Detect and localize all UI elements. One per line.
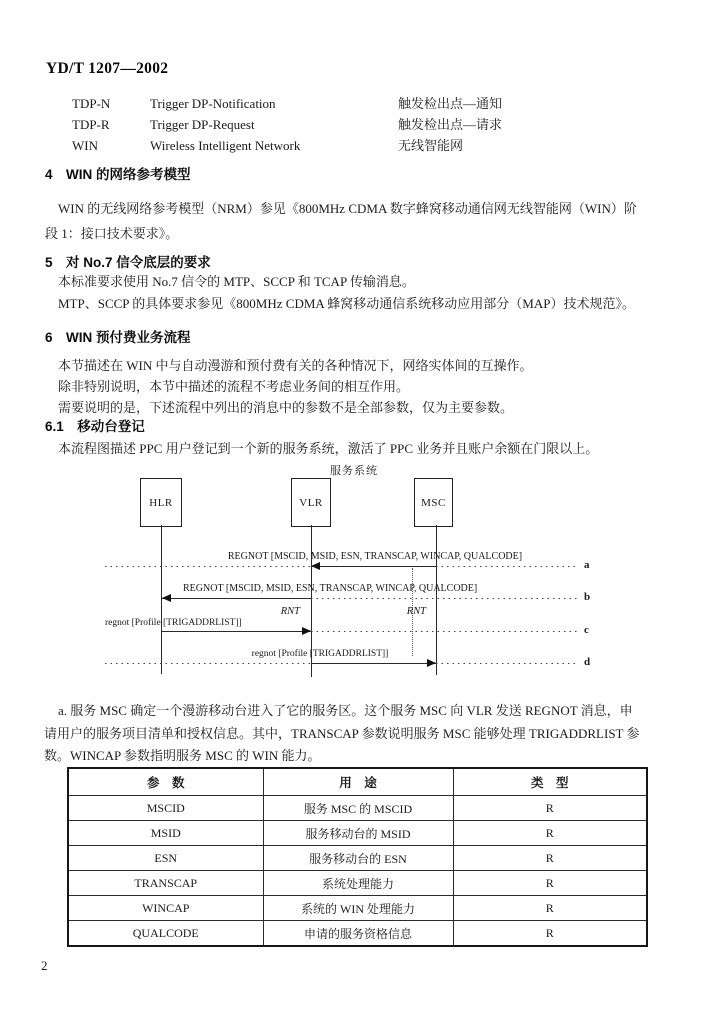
message-c-arrowhead-right [302, 627, 311, 635]
column-header-parameter: 参 数 [68, 768, 263, 796]
type-cell: R [453, 921, 647, 947]
table-row [68, 796, 647, 821]
step-a-note-line2: 请用户的服务项目清单和授权信息。其中，TRANSCAP 参数说明服务 MSC 能够处理 TRIGADDRLIST 参 [44, 726, 640, 741]
table-row [68, 846, 647, 871]
entity-box-hlr: HLR [140, 478, 182, 527]
entity-box-msc: MSC [414, 478, 453, 527]
message-b-label: REGNOT [MSCID, MSID, ESN, TRANSCAP, WINCAP, QUALCODE] [183, 583, 478, 594]
section6-heading: 6 WIN 预付费业务流程 [45, 330, 191, 345]
usage-cell: 申请的服务资格信息 [263, 921, 453, 947]
section5-line2: MTP、SCCP 的具体要求参见《800MHz CDMA 蜂窝移动通信系统移动应用部分（MAP）技术规范》。 [58, 296, 635, 311]
usage-cell: 服务移动台的 ESN [263, 846, 453, 871]
column-header-type: 类 型 [453, 768, 647, 796]
type-cell: R [453, 821, 647, 846]
doc-code: YD/T 1207—2002 [46, 60, 169, 77]
table-row [68, 921, 647, 947]
type-cell: R [453, 871, 647, 896]
param-cell: ESN [68, 846, 263, 871]
param-cell: TRANSCAP [68, 871, 263, 896]
abbr-chinese: 无线智能网 [398, 138, 464, 153]
param-cell: QUALCODE [68, 921, 263, 947]
message-c-label: regnot [Profile [TRIGADDRLIST]] [105, 618, 242, 628]
column-header-usage: 用 途 [263, 768, 453, 796]
section4-heading: 4 WIN 的网络参考模型 [45, 167, 191, 182]
type-cell: R [453, 896, 647, 921]
message-a-line [311, 566, 436, 567]
step-letter-b: b [584, 591, 591, 603]
table-row [68, 896, 647, 921]
message-b-line [162, 598, 311, 599]
section6-line2: 除非特别说明，本节中描述的流程不考虑业务间的相互作用。 [58, 379, 410, 394]
message-d-guide-right [436, 663, 578, 664]
serving-system-label: 服务系统 [330, 465, 378, 477]
entity-box-vlr: VLR [291, 478, 331, 527]
step-letter-d: d [584, 656, 591, 668]
registration-sequence-diagram [0, 455, 701, 697]
section6-line3: 需要说明的是，下述流程中列出的消息中的参数不是全部参数，仅为主要参数。 [58, 400, 514, 415]
message-b-guide-right [311, 598, 578, 599]
message-c-guide-right [311, 631, 578, 632]
usage-cell: 系统处理能力 [263, 871, 453, 896]
message-d-guide-left [105, 663, 311, 664]
section4-line2: 段 1：接口技术要求》。 [45, 226, 179, 241]
table-header-row [68, 768, 647, 796]
section5-line1: 本标准要求使用 No.7 信令的 MTP、SCCP 和 TCAP 传输消息。 [58, 274, 415, 289]
abbr-english: Trigger DP-Notification [150, 96, 276, 111]
section6-line1: 本节描述在 WIN 中与自动漫游和预付费有关的各种情况下，网络实体间的互操作。 [58, 358, 533, 373]
abbr-english: Wireless Intelligent Network [150, 138, 301, 153]
message-d-label: regnot [Profile [TRIGADDRLIST]] [251, 649, 389, 659]
vlr-rnt-timer-label: RNT [280, 606, 300, 617]
abbr-chinese: 触发检出点—请求 [398, 117, 503, 132]
message-c-line [162, 631, 311, 632]
usage-cell: 服务移动台的 MSID [263, 821, 453, 846]
type-cell: R [453, 846, 647, 871]
message-a-label: REGNOT [MSCID, MSID, ESN, TRANSCAP, WINCAP, QUALCODE] [227, 551, 523, 562]
abbr-term: TDP-R [72, 117, 110, 132]
msc-rnt-timer-label: RNT [406, 606, 426, 617]
page-number: 2 [41, 958, 48, 973]
section4-line1: WIN 的无线网络参考模型（NRM）参见《800MHz CDMA 数字蜂窝移动通信网无线智能网（WIN）阶 [58, 201, 637, 216]
section6-1-heading: 6.1 移动台登记 [45, 419, 145, 434]
step-letter-a: a [584, 559, 590, 571]
abbr-chinese: 触发检出点—通知 [398, 96, 503, 111]
message-b-arrowhead-left [162, 594, 171, 602]
section6-1-intro: 本流程图描述 PPC 用户登记到一个新的服务系统，激活了 PPC 业务并且账户余额在门限以上。 [58, 441, 599, 456]
section5-heading: 5 对 No.7 信令底层的要求 [45, 255, 211, 270]
message-a-guide-left [105, 566, 311, 567]
table-row [68, 871, 647, 896]
param-cell: WINCAP [68, 896, 263, 921]
param-cell: MSCID [68, 796, 263, 821]
step-a-note-line3: 数。WINCAP 参数指明服务 MSC 的 WIN 能力。 [44, 748, 321, 763]
message-a-arrowhead-left [311, 562, 320, 570]
abbr-term: TDP-N [72, 96, 111, 111]
table-row [68, 821, 647, 846]
step-a-note-line1: a. 服务 MSC 确定一个漫游移动台进入了它的服务区。这个服务 MSC 向 VLR 发送 REGNOT 消息，申 [58, 703, 633, 718]
type-cell: R [453, 796, 647, 821]
usage-cell: 服务 MSC 的 MSCID [263, 796, 453, 821]
param-cell: MSID [68, 821, 263, 846]
message-d-arrowhead-right [427, 659, 436, 667]
msc-lifeline [436, 525, 437, 675]
step-letter-c: c [584, 624, 589, 636]
message-a-guide-right [436, 566, 578, 567]
abbr-term: WIN [72, 138, 98, 153]
abbr-english: Trigger DP-Request [150, 117, 255, 132]
usage-cell: 系统的 WIN 处理能力 [263, 896, 453, 921]
regnot-parameter-table [67, 767, 648, 947]
message-d-line [311, 663, 436, 664]
